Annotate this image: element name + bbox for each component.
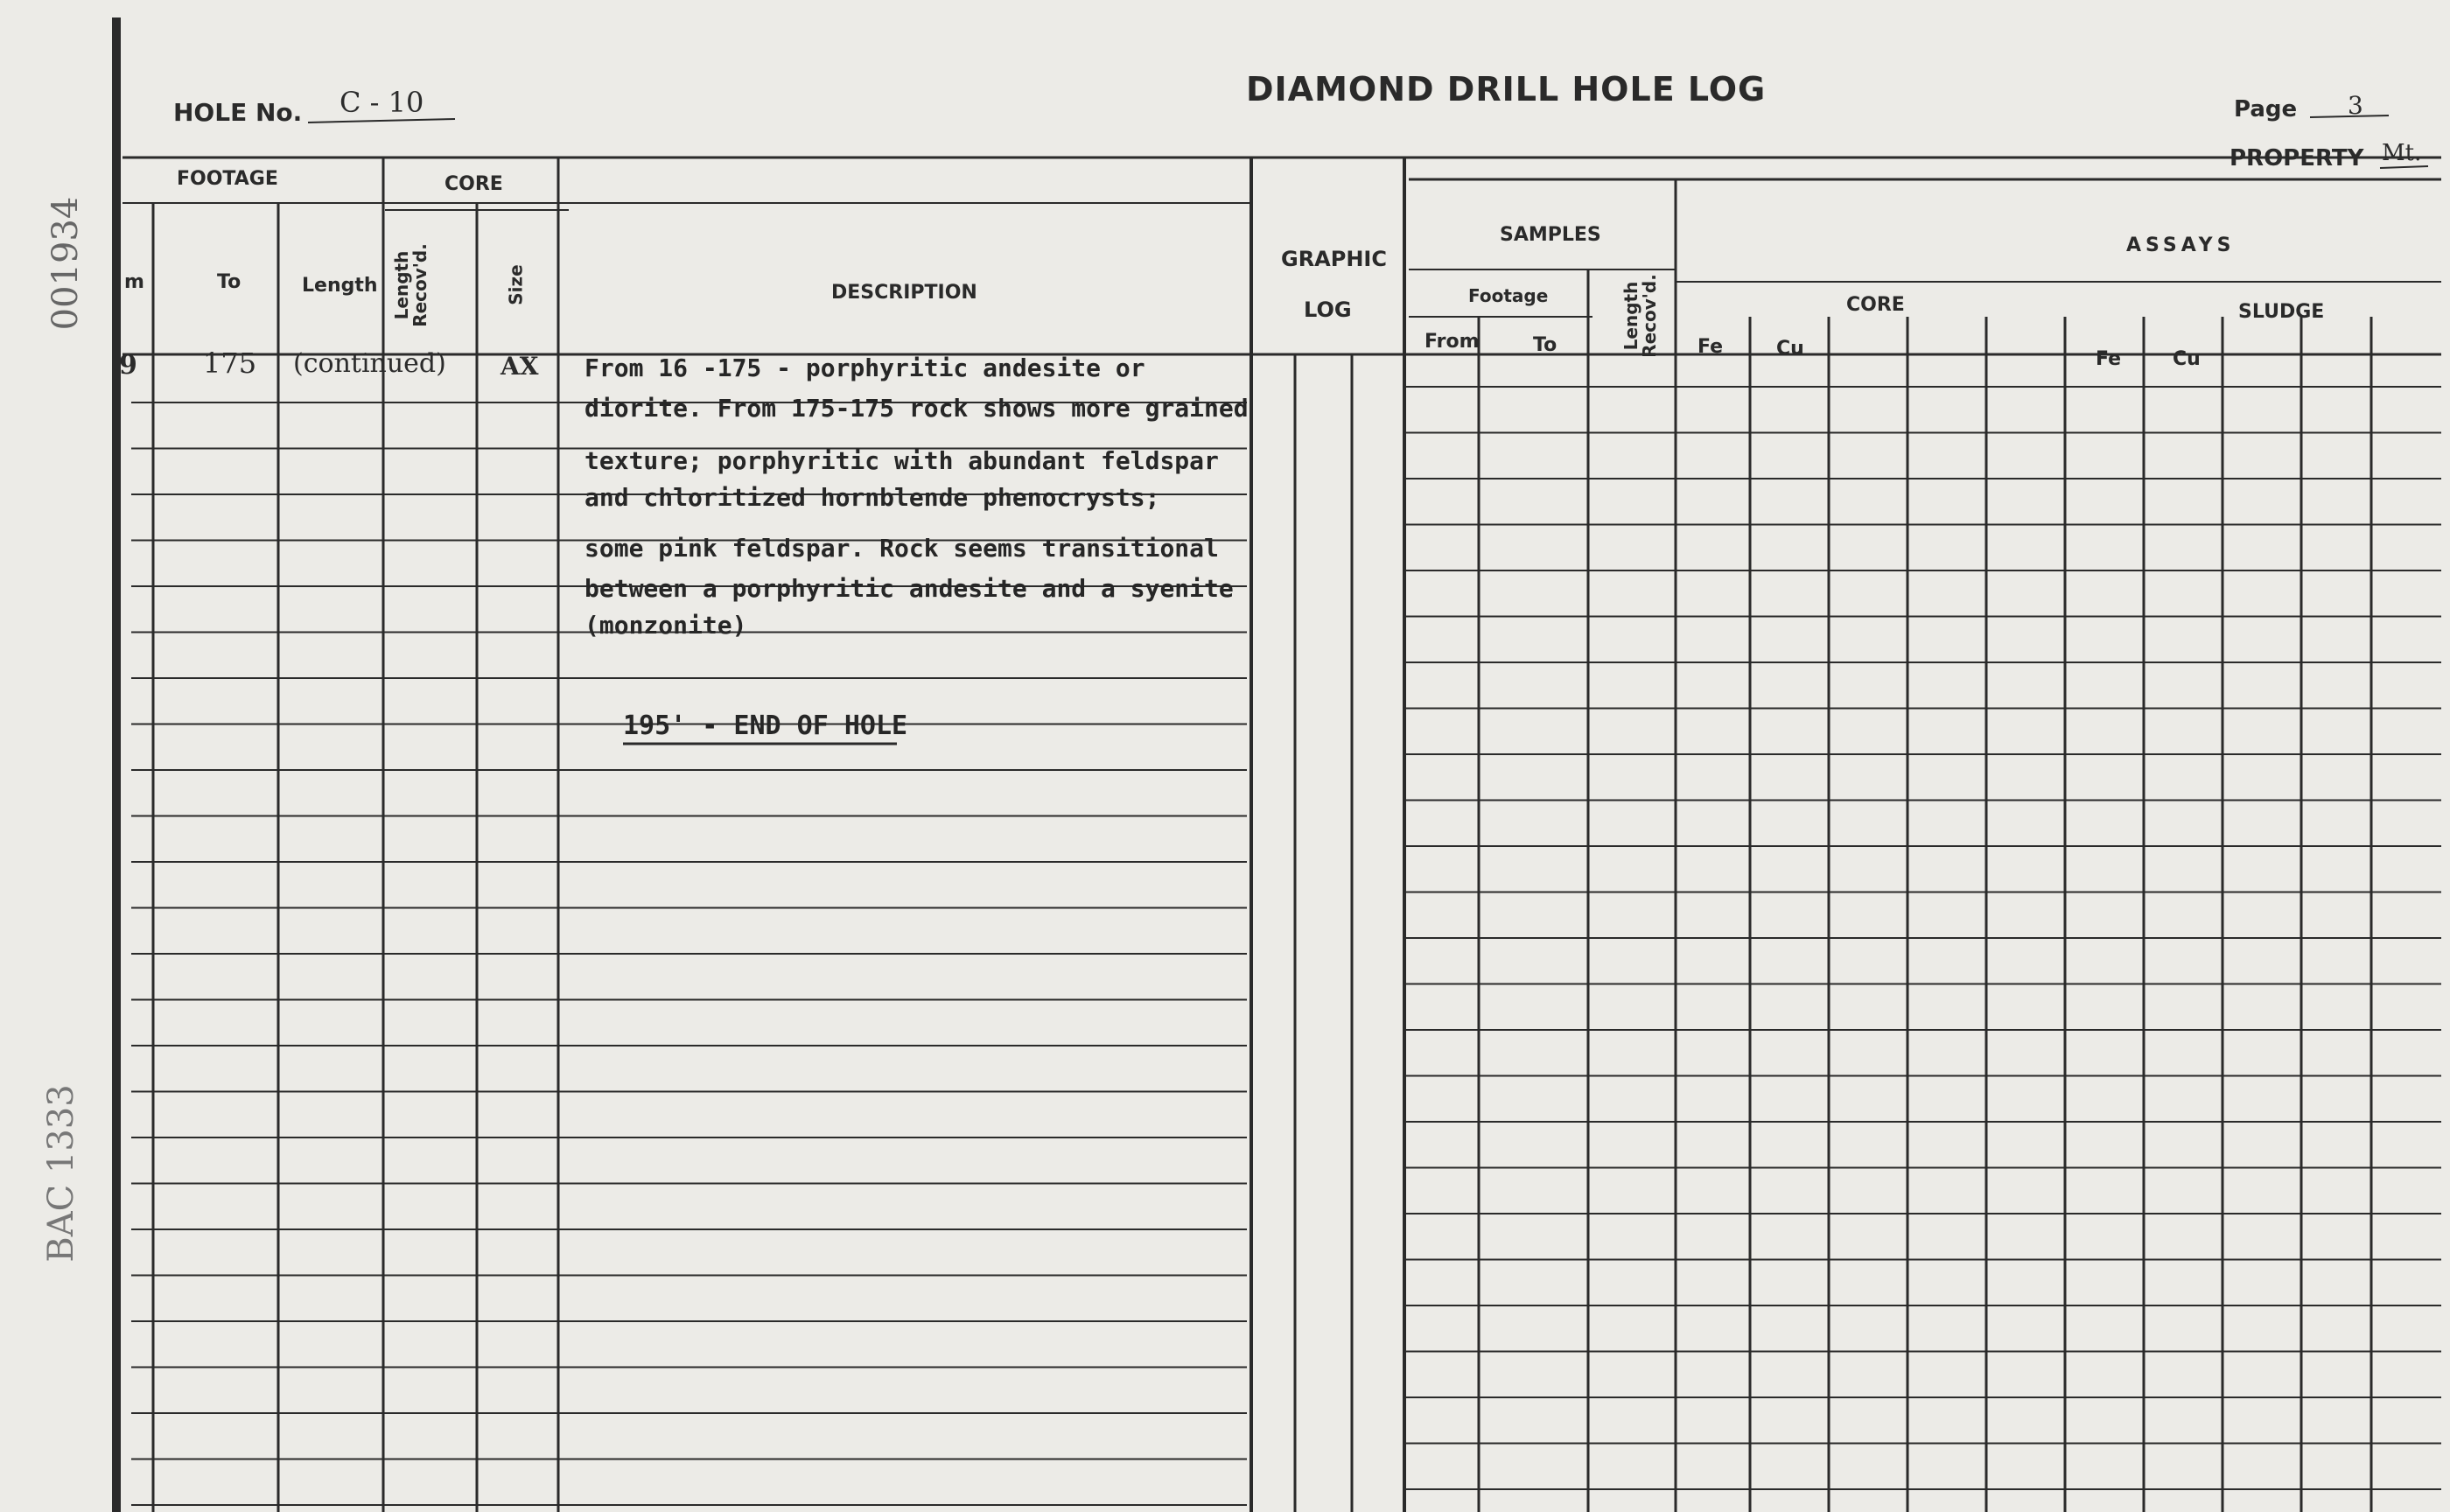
- end-of-hole-note: 195' - END OF HOLE: [623, 710, 908, 741]
- size-header: Size: [505, 264, 527, 305]
- assays-header: ASSAYS: [2126, 234, 2236, 256]
- entry-from-mark: 9: [119, 350, 137, 381]
- sludge-fe-header: Fe: [2096, 348, 2122, 370]
- assays-core-header: CORE: [1846, 294, 1905, 316]
- page-value: 3: [2348, 91, 2363, 120]
- description-line: texture; porphyritic with abundant feldspar: [584, 446, 1219, 475]
- to-header: To: [217, 271, 242, 293]
- description-line: From 16 -175 - porphyritic andesite or: [584, 354, 1145, 382]
- footage-header: FOOTAGE: [177, 168, 278, 190]
- description-line: and chloritized hornblende phenocrysts;: [584, 483, 1160, 512]
- samples-to-header: To: [1533, 334, 1558, 356]
- samples-header: SAMPLES: [1500, 224, 1601, 246]
- page-label: Page: [2234, 96, 2298, 122]
- description-line: (monzonite): [584, 611, 747, 640]
- property-value: Mt.: [2382, 140, 2422, 166]
- entry-size: AX: [500, 352, 539, 381]
- description-line: between a porphyritic andesite and a syenite: [584, 574, 1234, 603]
- entry-length: (continued): [293, 348, 446, 379]
- description-header: DESCRIPTION: [831, 282, 977, 304]
- hole-no-label: HOLE No.: [173, 98, 303, 127]
- property-label: PROPERTY: [2230, 145, 2364, 172]
- sludge-cu-header: Cu: [2173, 348, 2201, 370]
- core-header: CORE: [444, 173, 503, 195]
- graphic-log-header-2: LOG: [1304, 298, 1352, 322]
- samples-footage-header: Footage: [1468, 285, 1549, 306]
- graphic-log-header: GRAPHIC: [1281, 247, 1387, 271]
- core-cu-header: Cu: [1776, 338, 1804, 360]
- length-recovd-header: Length Recov'd.: [391, 243, 430, 327]
- assays-sludge-header: SLUDGE: [2238, 301, 2325, 323]
- description-line: diorite. From 175-175 rock shows more grained: [584, 394, 1249, 423]
- margin-number: 001934: [46, 196, 86, 331]
- samples-from-header: From: [1424, 331, 1480, 353]
- core-fe-header: Fe: [1698, 336, 1724, 358]
- samples-length-recovd-header: Length Recov'd.: [1620, 274, 1660, 358]
- hole-no-value: C - 10: [340, 86, 424, 119]
- description-line: some pink feldspar. Rock seems transitional: [584, 534, 1219, 563]
- binding-edge: [112, 18, 121, 1512]
- entry-to: 175: [203, 346, 257, 380]
- from-header: m: [124, 271, 144, 293]
- margin-number-2: BAC 1333: [41, 1084, 81, 1263]
- length-header: Length: [302, 275, 378, 297]
- form-title: DIAMOND DRILL HOLE LOG: [1246, 70, 1767, 108]
